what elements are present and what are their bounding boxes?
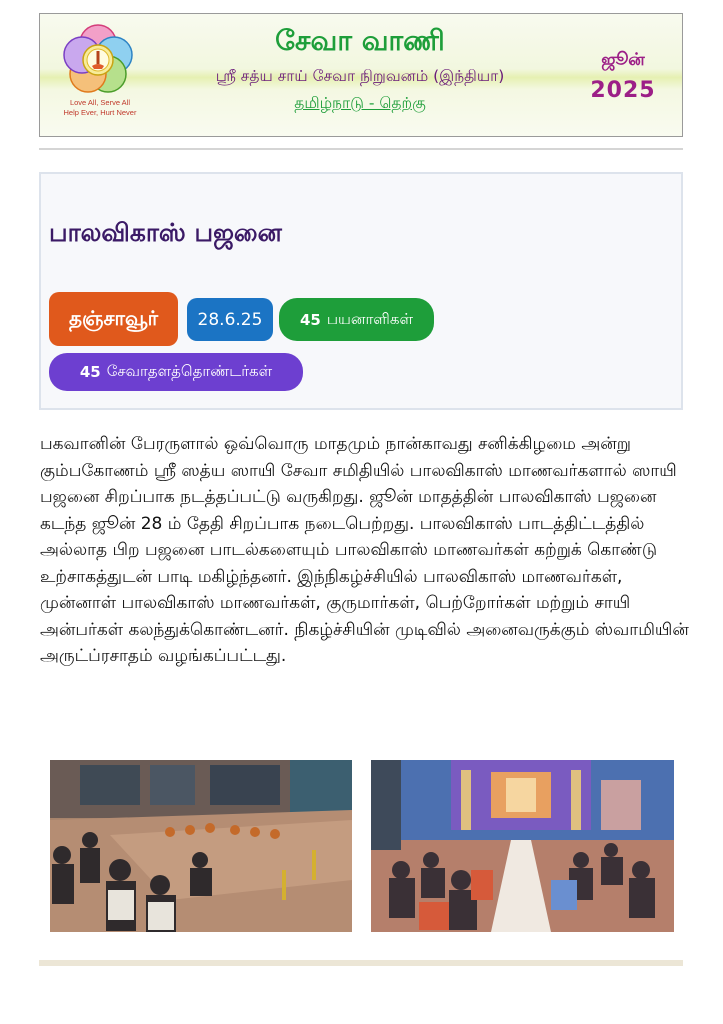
sathya-sai-emblem-logo	[62, 24, 134, 96]
event-description: பகவானின் பேரருளால் ஒவ்வொரு மாதமும் நான்காவது சனிக்கிழமை அன்று கும்பகோணம் ஸ்ரீ ஸத்ய ஸாயி சேவா சமிதியில் பாலவிகாஸ் மாணவர்களால் ஸாயி பஜனை சிறப்பாக நடத்தப்பட்டு வருகிறது. ஜூன் மாதத்தின் பாலவிகாஸ் பஜனை கடந்த ஜூன் 28 ம் தேதி சிறப்பாக நடைபெற்றது. பாலவிகாஸ் பாடத்திட்டத்தில் அல்லாத பிற பஜனை பாடல்களையும் பாலவிகாஸ் மாணவர்கள் கற்றுக் கொண்டு உற்சாகத்துடன் பாடி மகிழ்ந்தனர். இந்நிகழ்ச்சியில் பாலவிகாஸ் மாணவர்கள், முன்னாள் பாலவிகாஸ் மாணவர்கள், குருமார்கள், பெற்றோர்கள் மற்றும் சாயி அன்பர்கள் கலந்துக்கொண்டனர். நிகழ்ச்சியின் முடிவில் அனைவருக்கும் ஸ்வாமியின் அருட்ப்ரசாதம் வழங்கப்பட்டது.	[40, 434, 689, 666]
beneficiaries-badge	[279, 298, 434, 341]
location-badge: தஞ்சாவூர்	[49, 292, 178, 346]
logo-motto	[48, 98, 152, 118]
beneficiaries-label: பயனாளிகள்	[326, 309, 413, 328]
region-link[interactable]: தமிழ்நாடு - தெற்கு	[294, 94, 426, 112]
header-divider	[39, 148, 683, 150]
event-title: பாலவிகாஸ் பஜனை	[49, 218, 282, 247]
event-summary-card	[39, 172, 683, 410]
volunteers-label: சேவாதளத்தொண்டர்கள்	[106, 362, 273, 380]
beneficiaries-count: 45	[300, 310, 321, 329]
bhajan-photo-children-seated	[50, 760, 352, 932]
newsletter-header	[39, 13, 683, 137]
issue-year: 2025	[590, 78, 656, 103]
logo-motto-line-2: Help Ever, Hurt Never	[63, 108, 137, 117]
newsletter-title: சேவா வாணி	[275, 24, 445, 57]
volunteers-badge	[49, 353, 303, 391]
issue-month: ஜூன்	[601, 50, 645, 70]
date-badge: 28.6.25	[187, 298, 273, 341]
logo-motto-line-1: Love All, Serve All	[69, 98, 131, 107]
volunteers-count: 45	[79, 363, 101, 381]
footer-divider	[39, 960, 683, 966]
organization-name: ஸ்ரீ சத்ய சாய் சேவா நிறுவனம் (இந்தியா)	[215, 67, 505, 85]
bhajan-photo-shrine-hall	[371, 760, 674, 932]
